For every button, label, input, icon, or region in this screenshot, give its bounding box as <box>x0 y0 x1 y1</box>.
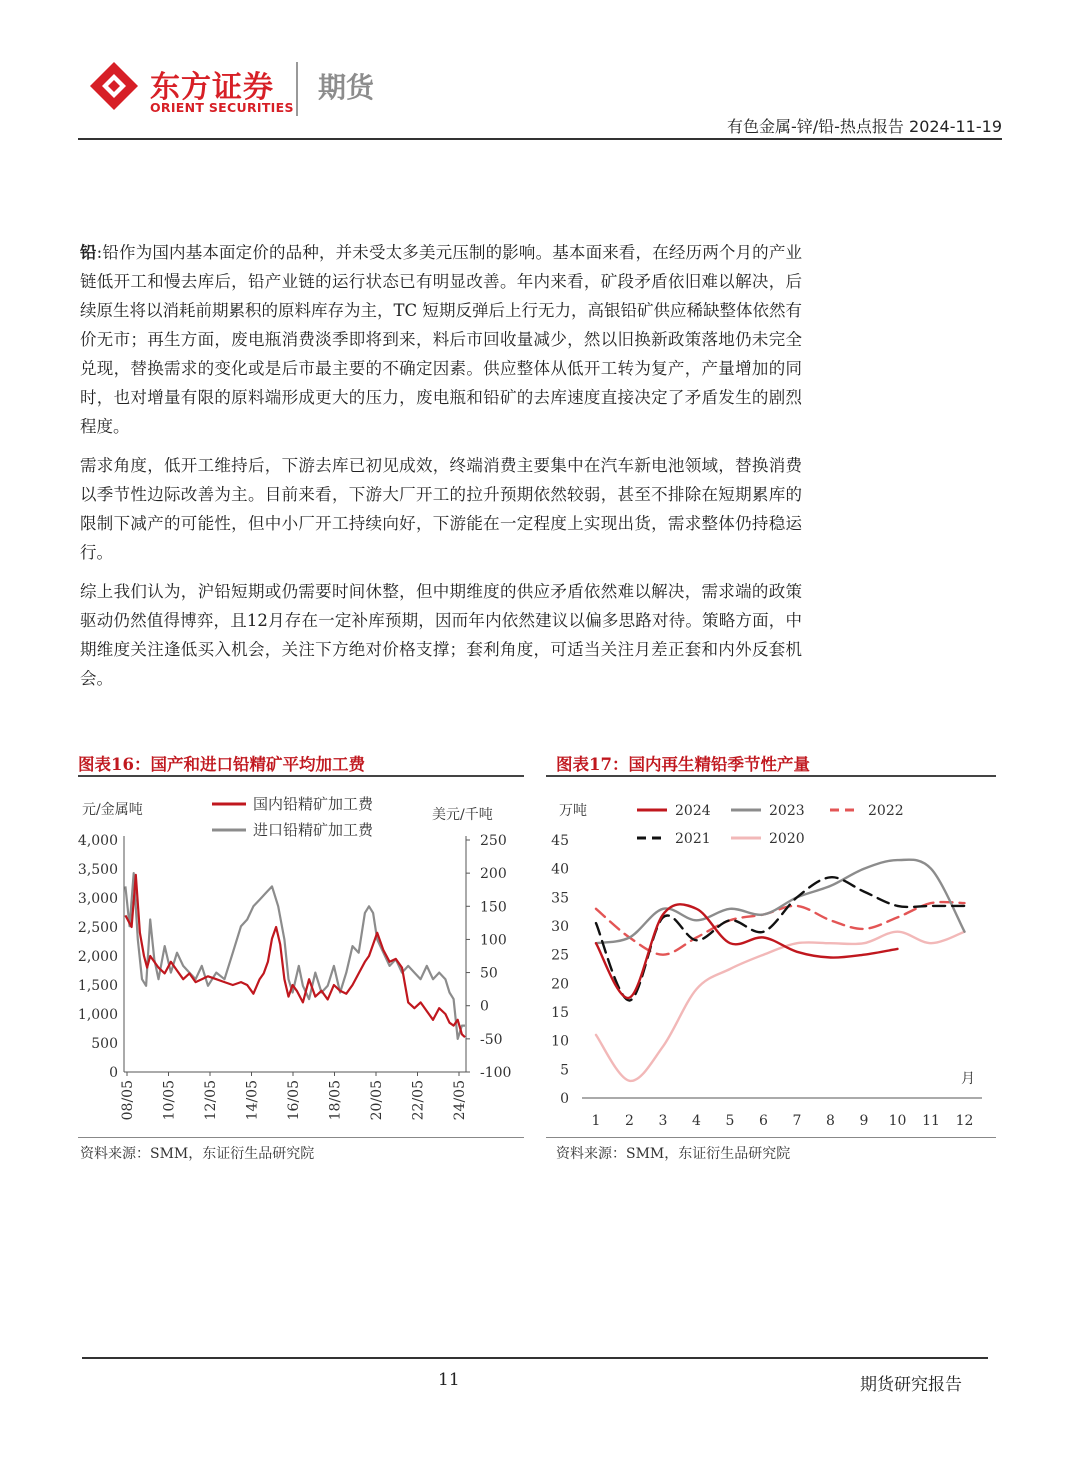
paragraph-lead-analysis <box>80 238 802 441</box>
chart16-bottom-rule <box>78 1137 524 1138</box>
chart16-right-tick-label: 150 <box>480 899 507 916</box>
chart17-legend-label: 2024 <box>675 803 711 819</box>
chart17-figure <box>546 790 998 1135</box>
chart16-x-tick-label: 20/05 <box>369 1080 385 1121</box>
chart16-x-tick-label: 22/05 <box>410 1080 427 1121</box>
chart16-left-tick-label: 3,500 <box>77 862 118 878</box>
chart17-legend-label: 2023 <box>769 803 805 819</box>
chart17-x-tick-label: 8 <box>826 1113 835 1129</box>
chart17-series-2021-line <box>596 877 965 1000</box>
paragraph-lead-term: 铅 <box>80 243 97 262</box>
chart17-legend-label: 2021 <box>675 831 711 847</box>
chart17-legend-label: 2020 <box>769 831 805 847</box>
chart17-title: 图表17：国内再生精铅季节性产量 <box>556 755 810 774</box>
chart17-source: 资料来源：SMM，东证衍生品研究院 <box>556 1146 791 1162</box>
chart16-left-tick-label: 2,500 <box>77 920 118 936</box>
chart16-x-tick-label: 16/05 <box>286 1080 302 1121</box>
chart17-y-tick-label: 40 <box>551 861 569 878</box>
chart17-series-2023-line <box>596 860 965 944</box>
chart17-series-2024-line <box>596 904 898 998</box>
section-label: 期货 <box>318 71 375 104</box>
chart17-y-tick-label: 10 <box>551 1033 569 1050</box>
chart16-left-tick-label: 1,000 <box>77 1007 118 1023</box>
chart16-left-axis-label: 元/金属吨 <box>82 802 143 818</box>
chart16-x-tick-label: 08/05 <box>120 1080 136 1121</box>
chart16-x-tick-label: 12/05 <box>203 1080 219 1121</box>
paragraph-demand: 需求角度，低开工维持后，下游去库已初见成效，终端消费主要集中在汽车新电池领域，替换消费以季节性边际改善为主。目前来看，下游大厂开工的拉升预期依然较弱，甚至不排除在短期累库的限制下减产的可能性，但中小厂开工持续向好，下游能在一定程度上实现出货，需求整体仍持稳运行。 <box>80 456 802 562</box>
chart17-x-tick-label: 11 <box>922 1113 940 1129</box>
chart16-legend-label: 国内铅精矿加工费 <box>253 795 374 813</box>
chart16-right-tick-label: 50 <box>480 965 498 982</box>
chart16-right-tick-label: 100 <box>480 932 507 949</box>
chart17-x-tick-label: 1 <box>591 1113 601 1129</box>
chart17-x-axis-label: 月 <box>961 1071 975 1087</box>
chart16-right-tick-label: 0 <box>480 998 489 1015</box>
chart16-title-rule <box>78 775 524 777</box>
chart17-y-tick-label: 45 <box>551 833 569 849</box>
chart17-y-tick-label: 30 <box>551 919 569 935</box>
chart17-legend-label: 2022 <box>868 803 904 819</box>
chart17-y-tick-label: 0 <box>560 1091 569 1107</box>
report-title-date: 有色金属-锌/铅-热点报告 2024-11-19 <box>726 117 1002 136</box>
logo-english-name: ORIENT SECURITIES <box>150 100 294 115</box>
chart16-left-tick-label: 500 <box>91 1036 118 1052</box>
chart16-left-tick-label: 2,000 <box>77 949 118 965</box>
chart16-left-tick-label: 4,000 <box>77 833 118 849</box>
chart16-left-tick-label: 0 <box>109 1065 118 1081</box>
chart16-right-axis-label: 美元/千吨 <box>432 807 493 823</box>
logo-chinese-name: 东方证券 <box>150 70 274 105</box>
chart16-title: 图表16：国产和进口铅精矿平均加工费 <box>78 755 365 774</box>
chart16-x-tick-label: 14/05 <box>244 1080 261 1121</box>
logo-divider <box>296 62 298 116</box>
chart17-bottom-rule <box>546 1137 996 1138</box>
chart17-x-tick-label: 2 <box>625 1113 634 1129</box>
chart17-title-rule <box>546 775 996 777</box>
chart16-x-tick-label: 24/05 <box>452 1080 468 1121</box>
chart17-x-tick-label: 3 <box>658 1113 668 1129</box>
chart16-right-tick-label: 200 <box>480 866 507 883</box>
chart16-left-tick-label: 1,500 <box>77 978 118 994</box>
chart17-y-axis-label: 万吨 <box>559 803 587 819</box>
chart16-import-line <box>125 873 465 1039</box>
footer-rule <box>82 1357 988 1359</box>
chart16-right-tick-label: -100 <box>480 1065 512 1081</box>
chart17-y-tick-label: 20 <box>551 976 569 993</box>
chart17-x-tick-label: 6 <box>759 1113 768 1129</box>
chart16-figure <box>76 790 526 1135</box>
chart17-y-tick-label: 5 <box>560 1062 569 1079</box>
chart17-y-tick-label: 25 <box>551 947 569 964</box>
company-logo-icon <box>88 60 140 112</box>
paragraph-conclusion: 综上我们认为，沪铅短期或仍需要时间休整，但中期维度的供应矛盾依然难以解决，需求端的政策驱动仍然值得博弈，且12月存在一定补库预期，因而年内依然建议以偏多思路对待。策略方面，中期维度关注逢低买入机会，关注下方绝对价格支撑；套利角度，可适当关注月差正套和内外反套机会。 <box>80 582 802 688</box>
chart16-right-tick-label: -50 <box>480 1031 503 1048</box>
chart17-x-tick-label: 7 <box>792 1113 802 1129</box>
chart17-x-tick-label: 4 <box>692 1113 701 1129</box>
chart17-y-tick-label: 15 <box>551 1005 569 1021</box>
chart16-left-tick-label: 3,000 <box>77 891 118 907</box>
chart16-legend-label: 进口铅精矿加工费 <box>253 821 374 839</box>
chart17-y-tick-label: 35 <box>551 890 569 907</box>
chart16-source: 资料来源：SMM，东证衍生品研究院 <box>80 1146 315 1162</box>
chart17-x-tick-label: 5 <box>725 1113 735 1129</box>
chart16-x-tick-label: 10/05 <box>161 1080 178 1121</box>
footer-label: 期货研究报告 <box>860 1375 962 1395</box>
page-number: 11 <box>438 1370 460 1390</box>
chart17-series-2020-line <box>596 932 965 1081</box>
header-rule <box>78 138 1002 140</box>
paragraph-lead-body: :铅作为国内基本面定价的品种，并未受太多美元压制的影响。基本面来看，在经历两个月的产业链低开工和慢去库后，铅产业链的运行状态已有明显改善。年内来看，矿段矛盾依旧难以解决，后续原生将以消耗前期累积的原料库存为主，TC 短期反弹后上行无力，高银铅矿供应稀缺整体依然有价无市；再生方面，废电瓶消费淡季即将到来，料后市回收量减少，然以旧换新政策落地仍未完全兑现，替换需求的变化或是后市最主要的不确定因素。供应整体从低开工转为复产，产量增加的同时，也对增量有限的原料端形成更大的压力，废电瓶和铅矿的去库速度直接决定了矛盾发生的剧烈程度。 <box>80 243 803 436</box>
chart17-x-tick-label: 10 <box>888 1113 907 1129</box>
chart16-right-tick-label: 250 <box>480 833 507 849</box>
chart17-x-tick-label: 9 <box>859 1113 869 1129</box>
chart16-x-tick-label: 18/05 <box>327 1080 344 1121</box>
chart17-x-tick-label: 12 <box>955 1113 974 1129</box>
